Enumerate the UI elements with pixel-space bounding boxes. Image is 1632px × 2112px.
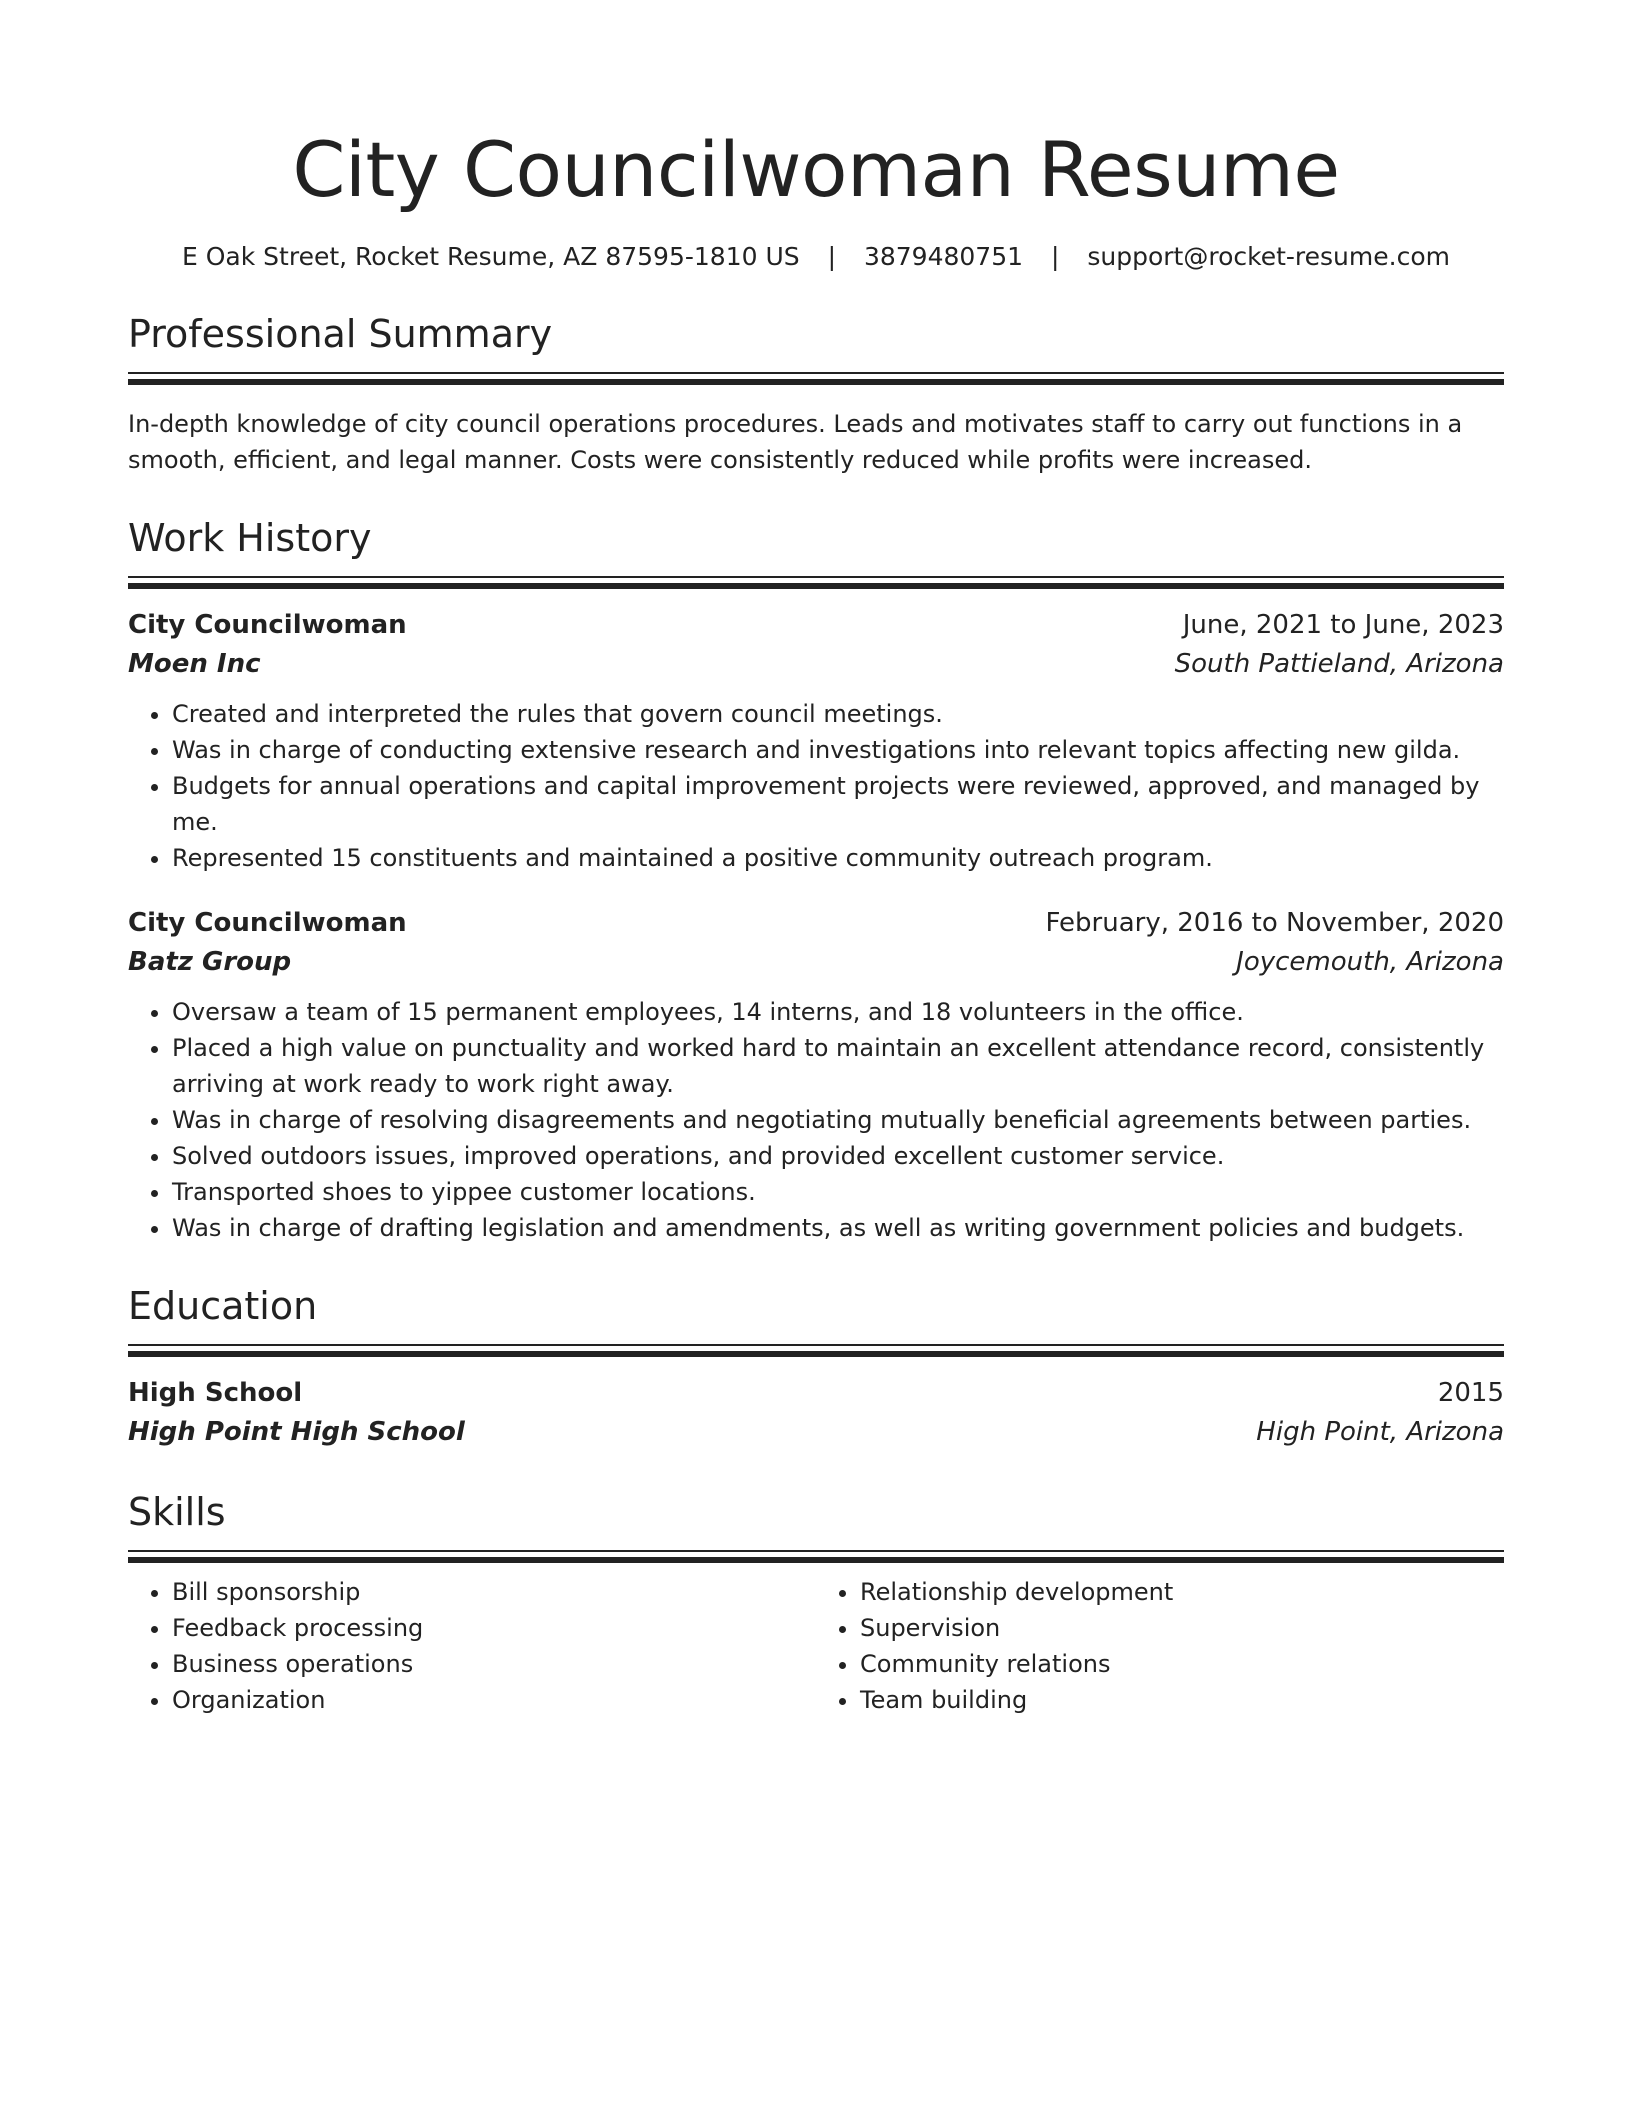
skills-section <box>128 1488 1504 1718</box>
education-header-row <box>128 1374 1504 1412</box>
section-divider <box>128 1344 1504 1360</box>
job-company: Moen Inc <box>128 649 261 679</box>
summary-text: In-depth knowledge of city council operations procedures. Leads and motivates staff to carry out functions in a smooth, efficient, and legal manner. Costs were consistently reduced while profits were increased. <box>128 410 1463 474</box>
skills-column-right <box>816 1574 1504 1718</box>
job-bullet: • Was in charge of drafting legislation and amendments, as well as writing government policies and budgets. <box>172 1210 1504 1246</box>
education-school-row <box>128 1412 1504 1452</box>
skill-item: • Organization <box>172 1682 816 1718</box>
contact-line <box>128 240 1504 274</box>
job-dates: June, 2021 to June, 2023 <box>1182 610 1504 640</box>
skill-item: • Business operations <box>172 1646 816 1682</box>
skills-list <box>128 1574 816 1718</box>
skill-item: • Bill sponsorship <box>172 1574 816 1610</box>
job-bullet: • Placed a high value on punctuality and worked hard to maintain an excellent attendance record, consistently arriving at work ready to work right away. <box>172 1030 1504 1102</box>
skill-item: • Supervision <box>860 1610 1504 1646</box>
summary-section <box>128 310 1504 478</box>
contact-email: support@rocket-resume.com <box>1087 242 1450 271</box>
education-entry <box>128 1374 1504 1452</box>
work-history-heading: Work History <box>128 516 372 560</box>
job-bullet: • Represented 15 constituents and maintained a positive community outreach program. <box>172 840 1504 876</box>
skills-column-left <box>128 1574 816 1718</box>
contact-phone: 3879480751 <box>863 242 1024 271</box>
skill-item: • Community relations <box>860 1646 1504 1682</box>
section-divider <box>128 372 1504 388</box>
contact-address: E Oak Street, Rocket Resume, AZ 87595-1810 US <box>182 242 800 271</box>
skills-list <box>816 1574 1504 1718</box>
job-entry <box>128 606 1504 876</box>
job-bullet: • Was in charge of conducting extensive research and investigations into relevant topics affecting new gilda. <box>172 732 1504 768</box>
job-company-row <box>128 942 1504 982</box>
skill-item: • Relationship development <box>860 1574 1504 1610</box>
skills-heading: Skills <box>128 1490 226 1534</box>
job-company: Batz Group <box>128 947 292 977</box>
education-school: High Point High School <box>128 1417 465 1447</box>
job-bullets <box>128 994 1504 1246</box>
job-bullet: • Was in charge of resolving disagreements and negotiating mutually beneficial agreements between parties. <box>172 1102 1504 1138</box>
work-history-section <box>128 514 1504 1246</box>
job-header-row <box>128 606 1504 644</box>
job-bullet: • Budgets for annual operations and capital improvement projects were reviewed, approved, and managed by me. <box>172 768 1504 840</box>
skill-item: • Feedback processing <box>172 1610 816 1646</box>
job-title: City Councilwoman <box>128 610 407 640</box>
job-entry <box>128 904 1504 1246</box>
education-section <box>128 1282 1504 1452</box>
contact-separator: | <box>827 242 837 271</box>
job-location: Joycemouth, Arizona <box>1236 947 1504 977</box>
job-title: City Councilwoman <box>128 908 407 938</box>
job-bullets <box>128 696 1504 876</box>
summary-heading: Professional Summary <box>128 312 553 356</box>
education-location: High Point, Arizona <box>1256 1417 1504 1447</box>
resume-title: City Councilwoman Resume <box>292 125 1340 214</box>
job-dates: February, 2016 to November, 2020 <box>1045 908 1504 938</box>
job-bullet: • Oversaw a team of 15 permanent employees, 14 interns, and 18 volunteers in the office. <box>172 994 1504 1030</box>
skills-grid <box>128 1574 1504 1718</box>
job-bullet: • Solved outdoors issues, improved operations, and provided excellent customer service. <box>172 1138 1504 1174</box>
education-year: 2015 <box>1437 1378 1504 1408</box>
section-divider <box>128 576 1504 592</box>
contact-separator: | <box>1050 242 1060 271</box>
job-company-row <box>128 644 1504 684</box>
job-header-row <box>128 904 1504 942</box>
skill-item: • Team building <box>860 1682 1504 1718</box>
section-divider <box>128 1550 1504 1566</box>
job-bullet: • Transported shoes to yippee customer locations. <box>172 1174 1504 1210</box>
job-location: South Pattieland, Arizona <box>1174 649 1504 679</box>
education-degree: High School <box>128 1378 303 1408</box>
education-heading: Education <box>128 1284 318 1328</box>
job-bullet: • Created and interpreted the rules that govern council meetings. <box>172 696 1504 732</box>
